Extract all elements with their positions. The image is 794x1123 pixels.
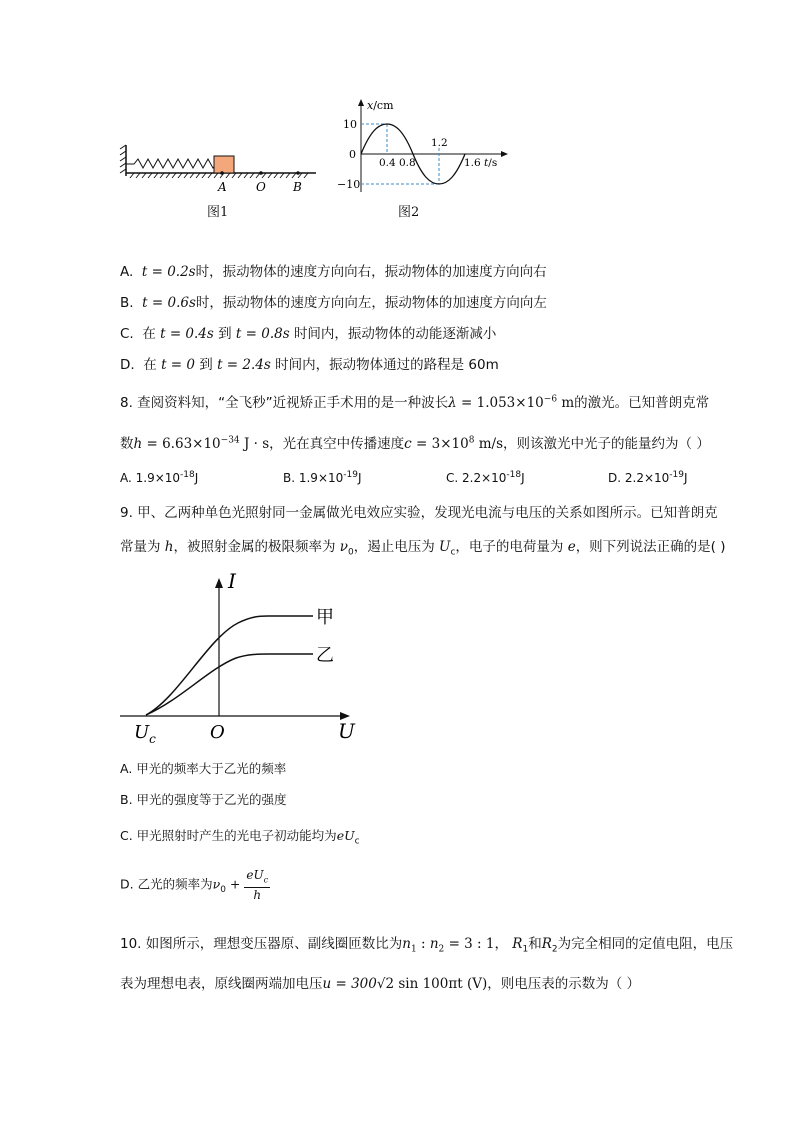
spring [126, 159, 216, 168]
q10-line-1: 10. 如图所示，理想变压器原、副线圈匝数比为$n_1$ : $n_2 = 3$ : 1， $R_1$和$R_2$为完全相同的定值电阻，电压 [120, 936, 734, 955]
tick-t3: 1.2 [431, 137, 448, 149]
tick-y-pos: 10 [343, 118, 357, 131]
q9-option-d: D. 乙光的频率为$\nu_0$ + $\frac{eU_c}{h}$ [120, 868, 269, 903]
graph-origin: O [210, 722, 225, 743]
q8-option-d: D. $2.2\times 10^{-19}J$ [608, 470, 688, 485]
q7-option-d: D. 在 t = 0 到 t = 2.4s 时间内，振动物体通过的路程是 60m [120, 357, 499, 373]
q8-option-a: A. $1.9\times 10^{-18}J$ [120, 470, 199, 485]
tick-t1: 0.4 [379, 157, 396, 169]
graph-x-label: U [338, 719, 355, 743]
q9-option-b: B. 甲光的强度等于乙光的强度 [120, 792, 287, 807]
q10-line-2: 表为理想电表，原线圈两端加电压u = 300√2 sin 100πt (V)，则电压表的示数为（ ） [120, 976, 641, 992]
label-A: A [218, 180, 227, 194]
tick-t2: 0.8 [399, 157, 416, 169]
fraction-euc-over-h: $\frac{eU_c}{h}$ [246, 868, 269, 903]
block [214, 156, 234, 173]
tick-zero: 0 [349, 148, 356, 161]
q9-line-2: 常量为 h，被照射金属的极限频率为 $\nu_0$，遏止电压为 $U_c$，电子的电荷量为 e，则下列说法正确的是( ) [120, 539, 726, 558]
figure-1-spring-oscillator [118, 140, 328, 200]
q7-option-a: A. t = 0.2s时，振动物体的速度方向向右，振动物体的加速度方向向右 [120, 264, 547, 280]
q8-option-c: C. $2.2\times 10^{-18}J$ [446, 470, 525, 485]
q9-line-1: 9. 甲、乙两种单色光照射同一金属做光电效应实验，发现光电流与电压的关系如图所示。已知普朗克 [120, 505, 718, 521]
graph-y-label: I [228, 569, 236, 593]
figure-2-displacement-graph [335, 96, 510, 196]
graph-curve-yi-label: 乙 [316, 645, 334, 666]
q7-option-c: C. 在 t = 0.4s 到 t = 0.8s 时间内，振动物体的动能逐渐减小 [120, 326, 497, 342]
figure-1-caption: 图1 [207, 205, 229, 220]
photoelectric-iv-graph [118, 568, 358, 746]
tick-y-neg: −10 [337, 178, 361, 191]
q8-line-2: 数$h = 6.63\times 10^{-34}$ J · s，光在真空中传播速度$c = 3\times 10^8$ m/s，则该激光中光子的能量约为（ ） [120, 435, 710, 452]
q8-line-1: 8. 查阅资料知，“全飞秒”近视矫正手术用的是一种波长$\lambda = 1.053\times 10^{-6}$ m的激光。已知普朗克常 [120, 394, 710, 411]
tick-t4: 1.6 t/s [464, 157, 498, 169]
graph-curve-jia-label: 甲 [316, 607, 334, 628]
y-axis-label: x/cm [367, 99, 394, 112]
q8-option-b: B. $1.9\times 10^{-19}J$ [283, 470, 362, 485]
q9-option-c: C. 甲光照射时产生的光电子初动能均为$eU_c$ [120, 828, 360, 847]
label-B: B [293, 180, 302, 194]
curve-yi [146, 654, 313, 715]
figure-2-caption: 图2 [398, 205, 420, 220]
q9-option-a: A. 甲光的频率大于乙光的频率 [120, 761, 287, 776]
graph-uc: $U_c$ [134, 722, 156, 746]
label-O: O [256, 180, 266, 194]
y-axis-unit: /cm [373, 99, 394, 112]
q7-option-b: B. t = 0.6s时，振动物体的速度方向向左，振动物体的加速度方向向左 [120, 295, 547, 311]
